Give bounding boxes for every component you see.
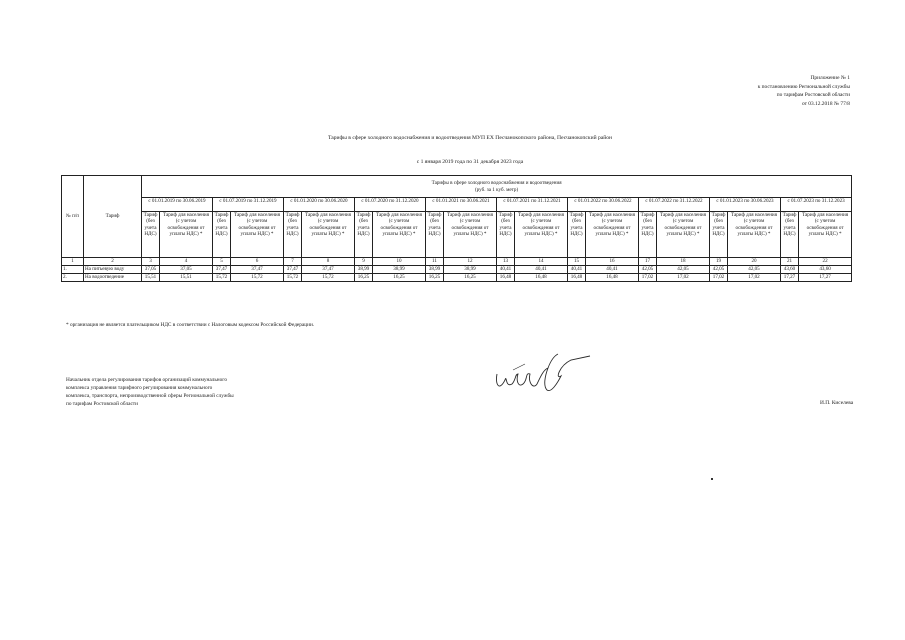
column-index: 6	[231, 258, 284, 266]
subheader-tariff-population: Тариф для населения (с учетом освобождения от уплаты НДС) *	[444, 212, 497, 258]
tariff-value: 15,72	[302, 274, 355, 282]
appendix-line: Приложение № 1	[810, 75, 850, 81]
period-header: с 01.01.2019 по 30.06.2019	[142, 198, 213, 212]
row-name: На водоотведение	[84, 274, 142, 282]
tariff-value: 16,25	[373, 274, 426, 282]
tariff-value: 40,41	[568, 266, 586, 274]
tariff-value: 42,05	[657, 266, 710, 274]
subheader-tariff-no-vat: Тариф (без учета НДС)	[213, 212, 231, 258]
subheader-tariff-population: Тариф для населения (с учетом освобождения от уплаты НДС) *	[515, 212, 568, 258]
tariff-value: 15,72	[231, 274, 284, 282]
tariff-value: 40,41	[515, 266, 568, 274]
tariff-value: 43,60	[781, 266, 799, 274]
tariff-value: 17,02	[639, 274, 657, 282]
appendix-header	[720, 74, 850, 108]
header-group-unit: (руб. за 1 куб. метр)	[474, 186, 519, 193]
tariff-value: 17,27	[781, 274, 799, 282]
row-name: На питьевую воду	[84, 266, 142, 274]
tariff-value: 37,05	[160, 266, 213, 274]
subheader-tariff-population: Тариф для населения (с учетом освобождения от уплаты НДС) *	[231, 212, 284, 258]
header-tariff: Тариф	[84, 176, 142, 258]
column-index: 5	[213, 258, 231, 266]
footnote: * организация не является плательщиком НДС в соответствии с Налоговым кодексом Российской Федерации.	[66, 322, 315, 328]
row-number: 2.	[62, 274, 84, 282]
tariff-value: 15,51	[142, 274, 160, 282]
tariff-value: 38,99	[373, 266, 426, 274]
subheader-tariff-population: Тариф для населения (с учетом освобождения от уплаты НДС) *	[799, 212, 852, 258]
period-header: с 01.07.2020 по 31.12.2020	[355, 198, 426, 212]
tariff-value: 42,05	[639, 266, 657, 274]
signatory-line: комплекса управления тарифного регулирования коммунального	[66, 385, 213, 391]
tariff-value: 37,05	[142, 266, 160, 274]
signatory-line: комплекса, транспорта, непроизводственной сферы Региональной службы	[66, 393, 234, 399]
tariff-value: 17,02	[728, 274, 781, 282]
period-header: с 01.01.2022 по 30.06.2022	[568, 198, 639, 212]
signatory-position	[66, 376, 306, 408]
signatory-line: по тарифам Ростовской области	[66, 401, 138, 407]
signatory-line: Начальник отдела регулирования тарифов организаций коммунального	[66, 377, 227, 383]
period-header: с 01.07.2023 по 31.12.2023	[781, 198, 852, 212]
tariff-value: 16,48	[586, 274, 639, 282]
subheader-tariff-population: Тариф для населения (с учетом освобождения от уплаты НДС) *	[586, 212, 639, 258]
tariff-value: 16,25	[444, 274, 497, 282]
column-index: 17	[639, 258, 657, 266]
appendix-line: от 03.12.2018 № 77/8	[801, 100, 850, 107]
tariff-value: 38,99	[426, 266, 444, 274]
column-index: 14	[515, 258, 568, 266]
tariff-value: 16,25	[426, 274, 444, 282]
tariff-value: 16,48	[568, 274, 586, 282]
table-row	[62, 274, 852, 282]
column-index: 13	[497, 258, 515, 266]
tariff-value: 37,47	[231, 266, 284, 274]
tariff-value: 16,25	[355, 274, 373, 282]
subheader-tariff-no-vat: Тариф (без учета НДС)	[284, 212, 302, 258]
subheader-tariff-population: Тариф для населения (с учетом освобождения от уплаты НДС) *	[373, 212, 426, 258]
tariff-value: 15,51	[160, 274, 213, 282]
appendix-line: по тарифам Ростовской области	[776, 92, 850, 99]
subheader-tariff-population: Тариф для населения (с учетом освобождения от уплаты НДС) *	[160, 212, 213, 258]
tariff-value: 17,02	[657, 274, 710, 282]
column-index: 18	[657, 258, 710, 266]
column-index: 12	[444, 258, 497, 266]
column-index: 3	[142, 258, 160, 266]
column-index: 21	[781, 258, 799, 266]
document-title: Тарифы в сфере холодного водоснабжения и водоотведения МУП ЕХ Песчанокопского района, Песчанокопский район	[327, 135, 613, 141]
tariff-value: 43,60	[799, 266, 852, 274]
subheader-tariff-no-vat: Тариф (без учета НДС)	[142, 212, 160, 258]
subheader-tariff-population: Тариф для населения (с учетом освобождения от уплаты НДС) *	[302, 212, 355, 258]
tariff-value: 15,72	[284, 274, 302, 282]
period-header: с 01.07.2019 по 31.12.2019	[213, 198, 284, 212]
tariff-value: 40,41	[586, 266, 639, 274]
subheader-tariff-no-vat: Тариф (без учета НДС)	[426, 212, 444, 258]
column-index: 22	[799, 258, 852, 266]
handwritten-signature	[485, 350, 595, 395]
tariff-value: 37,47	[213, 266, 231, 274]
tariff-value: 16,48	[515, 274, 568, 282]
tariff-value: 38,99	[355, 266, 373, 274]
subheader-tariff-no-vat: Тариф (без учета НДС)	[497, 212, 515, 258]
column-index: 20	[728, 258, 781, 266]
column-index: 2	[84, 258, 142, 266]
column-index: 8	[302, 258, 355, 266]
header-num: № п/п	[62, 176, 84, 258]
row-number: 1.	[62, 266, 84, 274]
subheader-tariff-no-vat: Тариф (без учета НДС)	[639, 212, 657, 258]
subheader-tariff-population: Тариф для населения (с учетом освобождения от уплаты НДС) *	[657, 212, 710, 258]
period-header: с 01.07.2022 по 31.12.2022	[639, 198, 710, 212]
period-header: с 01.07.2021 по 31.12.2021	[497, 198, 568, 212]
period-header: с 01.01.2021 по 30.06.2021	[426, 198, 497, 212]
header-group-title: Тарифы в сфере холодного водоснабжения и водоотведения	[431, 180, 562, 187]
appendix-line: к постановлению Региональной службы	[757, 83, 850, 90]
column-index: 15	[568, 258, 586, 266]
column-index: 16	[586, 258, 639, 266]
column-index: 19	[710, 258, 728, 266]
column-index: 11	[426, 258, 444, 266]
column-index: 10	[373, 258, 426, 266]
tariff-value: 40,41	[497, 266, 515, 274]
document-period: с 1 января 2019 года по 31 декабря 2023 года	[416, 159, 524, 165]
speck	[711, 478, 713, 480]
subheader-tariff-population: Тариф для населения (с учетом освобождения от уплаты НДС) *	[728, 212, 781, 258]
column-index: 7	[284, 258, 302, 266]
table-row	[62, 266, 852, 274]
tariff-value: 17,02	[710, 274, 728, 282]
tariff-value: 17,27	[799, 274, 852, 282]
tariff-value: 16,48	[497, 274, 515, 282]
tariff-value: 42,05	[710, 266, 728, 274]
subheader-tariff-no-vat: Тариф (без учета НДС)	[710, 212, 728, 258]
tariff-value: 37,47	[284, 266, 302, 274]
subheader-tariff-no-vat: Тариф (без учета НДС)	[355, 212, 373, 258]
column-index: 4	[160, 258, 213, 266]
tariff-value: 42,05	[728, 266, 781, 274]
period-header: с 01.01.2023 по 30.06.2023	[710, 198, 781, 212]
column-index: 1	[62, 258, 84, 266]
column-index: 9	[355, 258, 373, 266]
tariff-value: 37,47	[302, 266, 355, 274]
signatory-name: И.П. Киселева	[820, 400, 854, 406]
header-group	[142, 176, 852, 198]
subheader-tariff-no-vat: Тариф (без учета НДС)	[568, 212, 586, 258]
period-header: с 01.01.2020 по 30.06.2020	[284, 198, 355, 212]
tariff-table	[61, 175, 852, 282]
tariff-value: 38,99	[444, 266, 497, 274]
subheader-tariff-no-vat: Тариф (без учета НДС)	[781, 212, 799, 258]
tariff-value: 15,72	[213, 274, 231, 282]
